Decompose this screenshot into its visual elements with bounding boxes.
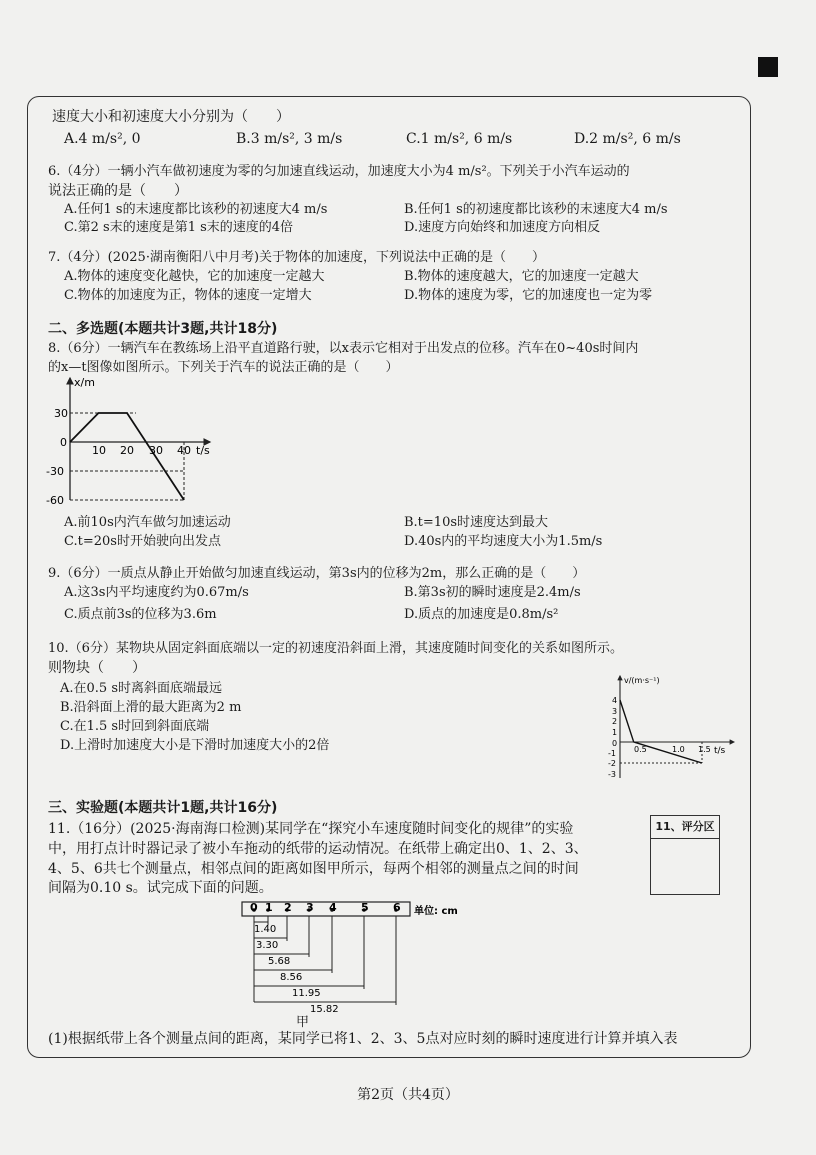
q10-option-a: A.在0.5 s时离斜面底端最远 xyxy=(60,681,222,696)
q8-xtick: 40 xyxy=(177,444,191,457)
tape-point-label: 2 xyxy=(284,901,292,914)
q8-xlabel: t/s xyxy=(196,444,210,457)
tape-caption: 甲 xyxy=(296,1015,310,1030)
q6-line1: 6.（4分）一辆小汽车做初速度为零的匀加速直线运动，加速度大小为4 m/s²。下列关于小汽车运动的 xyxy=(48,164,630,179)
q8-line1: 8.（6分）一辆汽车在教练场上沿平直道路行驶，以x表示它相对于出发点的位移。汽车在0~40s时间内 xyxy=(48,341,639,356)
q10-ytick: 4 xyxy=(612,696,618,705)
tape-point-label: 6 xyxy=(393,901,401,914)
q8-ytick: 30 xyxy=(54,407,68,420)
q9-line1: 9.（6分）一质点从静止开始做匀加速直线运动，第3s内的位移为2m，那么正确的是（ ） xyxy=(48,566,586,581)
tape-distance-label: 11.95 xyxy=(292,988,321,999)
q11-line1: 11.（16分）(2025·海南海口检测)某同学在“探究小车速度随时间变化的规律”的实验 xyxy=(48,821,574,837)
q8-xtick: 20 xyxy=(120,444,134,457)
q7-option-d: D.物体的速度为零，它的加速度也一定为零 xyxy=(404,288,653,303)
q11-line3: 4、5、6共七个测量点，相邻点间的距离如图甲所示，每两个相邻的测量点之间的时间 xyxy=(48,861,579,877)
q5-stem-end: 速度大小和初速度大小分别为（ ） xyxy=(52,109,290,125)
q10-line2: 则物块（ ） xyxy=(48,660,146,676)
q6-option-c: C.第2 s末的速度是第1 s末的速度的4倍 xyxy=(64,220,294,235)
q8-ylabel: x/m xyxy=(74,376,95,389)
q10-vt-line xyxy=(620,700,702,763)
registration-mark xyxy=(758,57,778,77)
ticker-tape-figure xyxy=(240,896,470,1018)
tape-unit-label: 单位: cm xyxy=(414,906,458,917)
page-footer: 第2页（共4页） xyxy=(357,1087,459,1103)
q5-option-a: A.4 m/s², 0 xyxy=(64,131,141,147)
tape-distance-label: 15.82 xyxy=(310,1004,339,1015)
tape-point-label: 0 xyxy=(250,901,258,914)
q11-line2: 中，用打点计时器记录了被小车拖动的纸带的运动情况。在纸带上确定出0、1、2、3、 xyxy=(48,841,588,857)
tape-point-label: 1 xyxy=(265,901,273,914)
q7-option-b: B.物体的速度越大，它的加速度一定越大 xyxy=(404,269,639,284)
q10-ytick: 0 xyxy=(612,739,618,748)
tape-distance-label: 8.56 xyxy=(280,972,303,983)
tape-distance-label: 5.68 xyxy=(268,956,291,967)
score-box[interactable] xyxy=(650,815,720,895)
q5-option-b: B.3 m/s², 3 m/s xyxy=(236,131,343,147)
q9-option-b: B.第3s初的瞬时速度是2.4m/s xyxy=(404,585,581,600)
q5-option-c: C.1 m/s², 6 m/s xyxy=(406,131,513,147)
q9-option-d: D.质点的加速度是0.8m/s² xyxy=(404,607,559,622)
tape-point-label: 3 xyxy=(306,901,314,914)
tape-distance-label: 1.40 xyxy=(254,924,277,935)
q8-xt-graph xyxy=(40,372,230,512)
q7-option-c: C.物体的加速度为正，物体的速度一定增大 xyxy=(64,288,312,303)
tape-point-label: 5 xyxy=(361,901,369,914)
q8-ytick: -30 xyxy=(46,465,64,478)
q7-line1: 7.（4分）(2025·湖南衡阳八中月考)关于物体的加速度，下列说法中正确的是（ ） xyxy=(48,250,546,265)
q8-ytick: -60 xyxy=(46,494,64,507)
tape-dots xyxy=(252,908,398,912)
q8-xtick: 30 xyxy=(149,444,163,457)
q8-line2: 的x—t图像如图所示。下列关于汽车的说法正确的是（ ） xyxy=(48,360,399,375)
q10-ytick: -3 xyxy=(608,770,616,779)
q6-option-d: D.速度方向始终和加速度方向相反 xyxy=(404,220,601,235)
section2-title: 二、多选题(本题共计3题,共计18分) xyxy=(48,321,278,337)
q11-sub1: (1)根据纸带上各个测量点间的距离，某同学已将1、2、3、5点对应时刻的瞬时速度进行计算并填入表 xyxy=(48,1031,678,1047)
q8-option-a: A.前10s内汽车做匀加速运动 xyxy=(64,515,231,530)
q6-option-b: B.任何1 s的初速度都比该秒的末速度大4 m/s xyxy=(404,202,668,217)
q6-line2: 说法正确的是（ ） xyxy=(48,183,188,199)
q10-option-d: D.上滑时加速度大小是下滑时加速度大小的2倍 xyxy=(60,738,330,753)
q10-line1: 10.（6分）某物块从固定斜面底端以一定的初速度沿斜面上滑，其速度随时间变化的关系如图所示。 xyxy=(48,641,623,656)
q7-option-a: A.物体的速度变化越快，它的加速度一定越大 xyxy=(64,269,325,284)
score-label: 11、评分区 xyxy=(651,816,719,839)
q10-xtick: 1.0 xyxy=(672,745,685,754)
section3-title: 三、实验题(本题共计1题,共计16分) xyxy=(48,800,278,816)
q10-ylabel: v/(m·s⁻¹) xyxy=(624,676,660,685)
q9-option-c: C.质点前3s的位移为3.6m xyxy=(64,607,217,622)
q10-ytick: 2 xyxy=(612,717,618,726)
q9-option-a: A.这3s内平均速度约为0.67m/s xyxy=(64,585,249,600)
q8-option-b: B.t=10s时速度达到最大 xyxy=(404,515,549,530)
tape-distance-label: 3.30 xyxy=(256,940,279,951)
q10-ytick: -2 xyxy=(608,759,616,768)
q6-option-a: A.任何1 s的末速度都比该秒的初速度大4 m/s xyxy=(64,202,328,217)
tape-point-label: 4 xyxy=(329,901,337,914)
q8-option-c: C.t=20s时开始驶向出发点 xyxy=(64,534,221,549)
q8-xtick: 10 xyxy=(92,444,106,457)
q11-line4: 间隔为0.10 s。试完成下面的问题。 xyxy=(48,880,273,896)
q10-xtick: 0.5 xyxy=(634,745,647,754)
q10-ytick: -1 xyxy=(608,749,616,758)
q10-xlabel: t/s xyxy=(714,746,726,756)
q10-vt-graph xyxy=(600,672,740,784)
q5-option-d: D.2 m/s², 6 m/s xyxy=(574,131,681,147)
q10-ytick: 1 xyxy=(612,728,618,737)
q10-option-b: B.沿斜面上滑的最大距离为2 m xyxy=(60,700,242,715)
q10-xtick: 1.5 xyxy=(698,745,711,754)
q8-option-d: D.40s内的平均速度大小为1.5m/s xyxy=(404,534,603,549)
q10-option-c: C.在1.5 s时回到斜面底端 xyxy=(60,719,210,734)
q8-ytick: 0 xyxy=(60,436,67,449)
q10-ytick: 3 xyxy=(612,707,618,716)
